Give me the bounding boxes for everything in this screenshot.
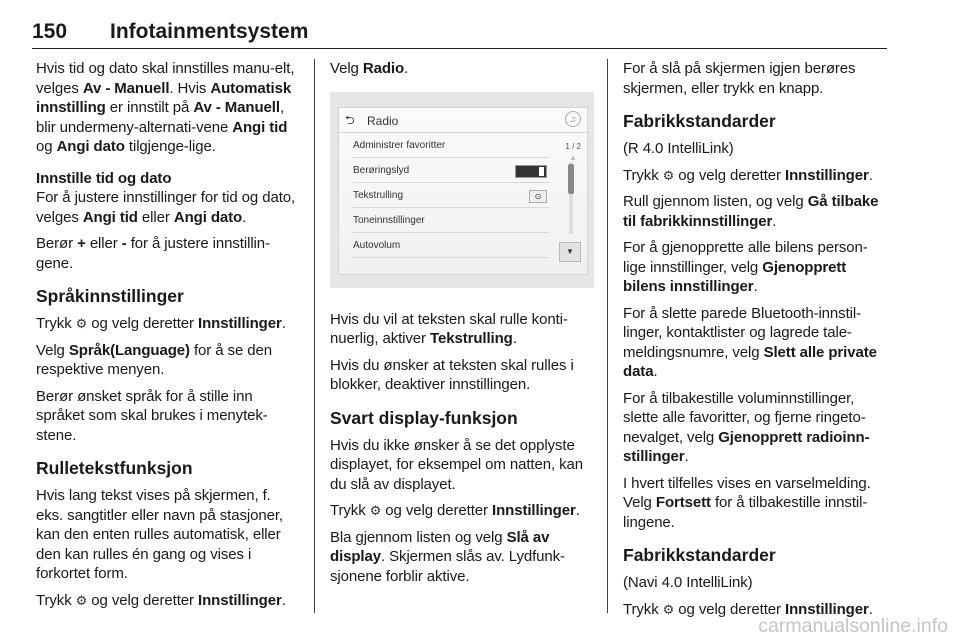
radio-screen [338,107,588,275]
paragraph: Berør ønsket språk for å stille inn språket som skal brukes i menytek-stene. [36,387,268,444]
paragraph: (Navi 4.0 IntelliLink) [623,574,753,591]
paragraph: Bla gjennom listen og velg Slå av display. Skjermen slås av. Lydfunk-sjonene forblir aktive. [330,528,565,585]
radio-screenshot [330,92,594,288]
column-2 [330,59,594,593]
paragraph: I hvert tilfelles vises en varselmelding. Velg Fortsett for å tilbakestille innstil-lingene. [623,474,871,531]
paragraph: For å tilbakestille voluminnstillinger, slette alle favoritter, og fjerne ringeto-nevalget, velg Gjenopprett radioinn-stillinger. [623,389,870,465]
paragraph: (R 4.0 IntelliLink) [623,140,734,157]
subheading: Innstille tid og dato [36,169,172,187]
paragraph: Trykk ⚙ og velg deretter Innstillinger. [36,591,286,609]
paragraph: For å slette parede Bluetooth-innstil-linger, kontaktlister og lagrede tale-meldingsnumre, velg Slett alle private data. [623,304,877,380]
back-arrow-icon: ⮌ [345,112,355,127]
column-3 [623,59,887,626]
paragraph: Trykk ⚙ og velg deretter Innstillinger. [36,315,286,332]
section-heading: Fabrikkstandarder [623,111,776,131]
paragraph: Velg Radio. [330,60,409,77]
page-header [32,16,887,49]
home-gear-icon: ⚙ [369,503,382,518]
paragraph: Hvis du ikke ønsker å se det opplyste displayet, for eksempel om natten, kan du slå av displayet. [330,436,584,493]
section-heading: Svart display-funksjon [330,407,518,428]
menu-item-toneinnstillinger: Toneinnstillinger [353,208,549,233]
music-note-icon: ♫ [565,111,581,127]
scroll-up-icon: ▲ [569,152,577,162]
paragraph: Velg Språk(Language) for å se den respektive menyen. [36,341,272,378]
toggle-switch-off: ⊙ [529,190,547,203]
menu-item-administrer-favoritter: Administrer favoritter [353,133,549,158]
page-title: Infotainmentsystem [110,20,309,43]
paragraph: Hvis lang tekst vises på skjermen, f. eks. sangtitler eller navn på stasjoner, kan den enten rulles automatisk, eller den kan rulles én gang og vises i forkortet form. [36,487,283,582]
column-divider [607,59,608,613]
home-gear-icon: ⚙ [662,601,675,617]
toggle-switch-on [515,165,547,178]
page-indicator: 1 / 2 [565,141,581,151]
home-gear-icon: ⚙ [75,316,88,331]
column-1 [36,59,300,617]
paragraph: Berør + eller - for å justere innstillin-gene. [36,235,270,272]
paragraph: Trykk ⚙ og velg deretter Innstillinger. [330,502,580,519]
watermark: carmanualsonline.info [758,615,948,637]
home-gear-icon: ⚙ [662,167,675,183]
page-number: 150 [32,20,68,43]
screen-title-bar [339,108,587,133]
paragraph: Hvis tid og dato skal innstilles manu-elt, velges Av - Manuell. Hvis Automatisk innstilling er innstilt på Av - Manuell, blir undermeny-alternati-vene Angi tid og Angi dato tilgjenge-lige. [36,60,295,155]
paragraph: Trykk ⚙ og velg deretter Innstillinger. [623,166,873,184]
paragraph: For å slå på skjermen igjen berøres skjermen, eller trykk en knapp. [623,60,856,97]
paragraph: Rull gjennom listen, og velg Gå tilbake til fabrikkinnstillinger. [623,193,879,230]
scroll-thumb [568,164,574,194]
column-divider [314,59,315,613]
section-heading: Rulletekstfunksjon [36,458,193,478]
paragraph: Hvis du vil at teksten skal rulle konti-nuerlig, aktiver Tekstrulling. [330,310,568,347]
menu-item-beroringslyd: Berøringslyd [353,158,549,183]
screen-title: Radio [367,113,399,128]
menu-item-tekstrulling: Tekstrulling ⊙ [353,183,549,208]
paragraph: For å gjenopprette alle bilens person-lige innstillinger, velg Gjenopprett bilens innstillinger. [623,239,868,295]
paragraph: Innstille tid og dato For å justere innstillinger for tid og dato, velges Angi tid eller Angi dato. [36,169,296,226]
paragraph: Trykk ⚙ og velg deretter Innstillinger. [623,600,873,618]
scroll-down-button: ▼ [559,242,581,262]
paragraph: Hvis du ønsker at teksten skal rulles i blokker, deaktiver innstillingen. [330,356,574,393]
section-heading: Fabrikkstandarder [623,545,776,565]
section-heading: Språkinnstillinger [36,286,184,306]
home-gear-icon: ⚙ [75,592,88,608]
menu-item-autovolum: Autovolum [353,233,549,258]
